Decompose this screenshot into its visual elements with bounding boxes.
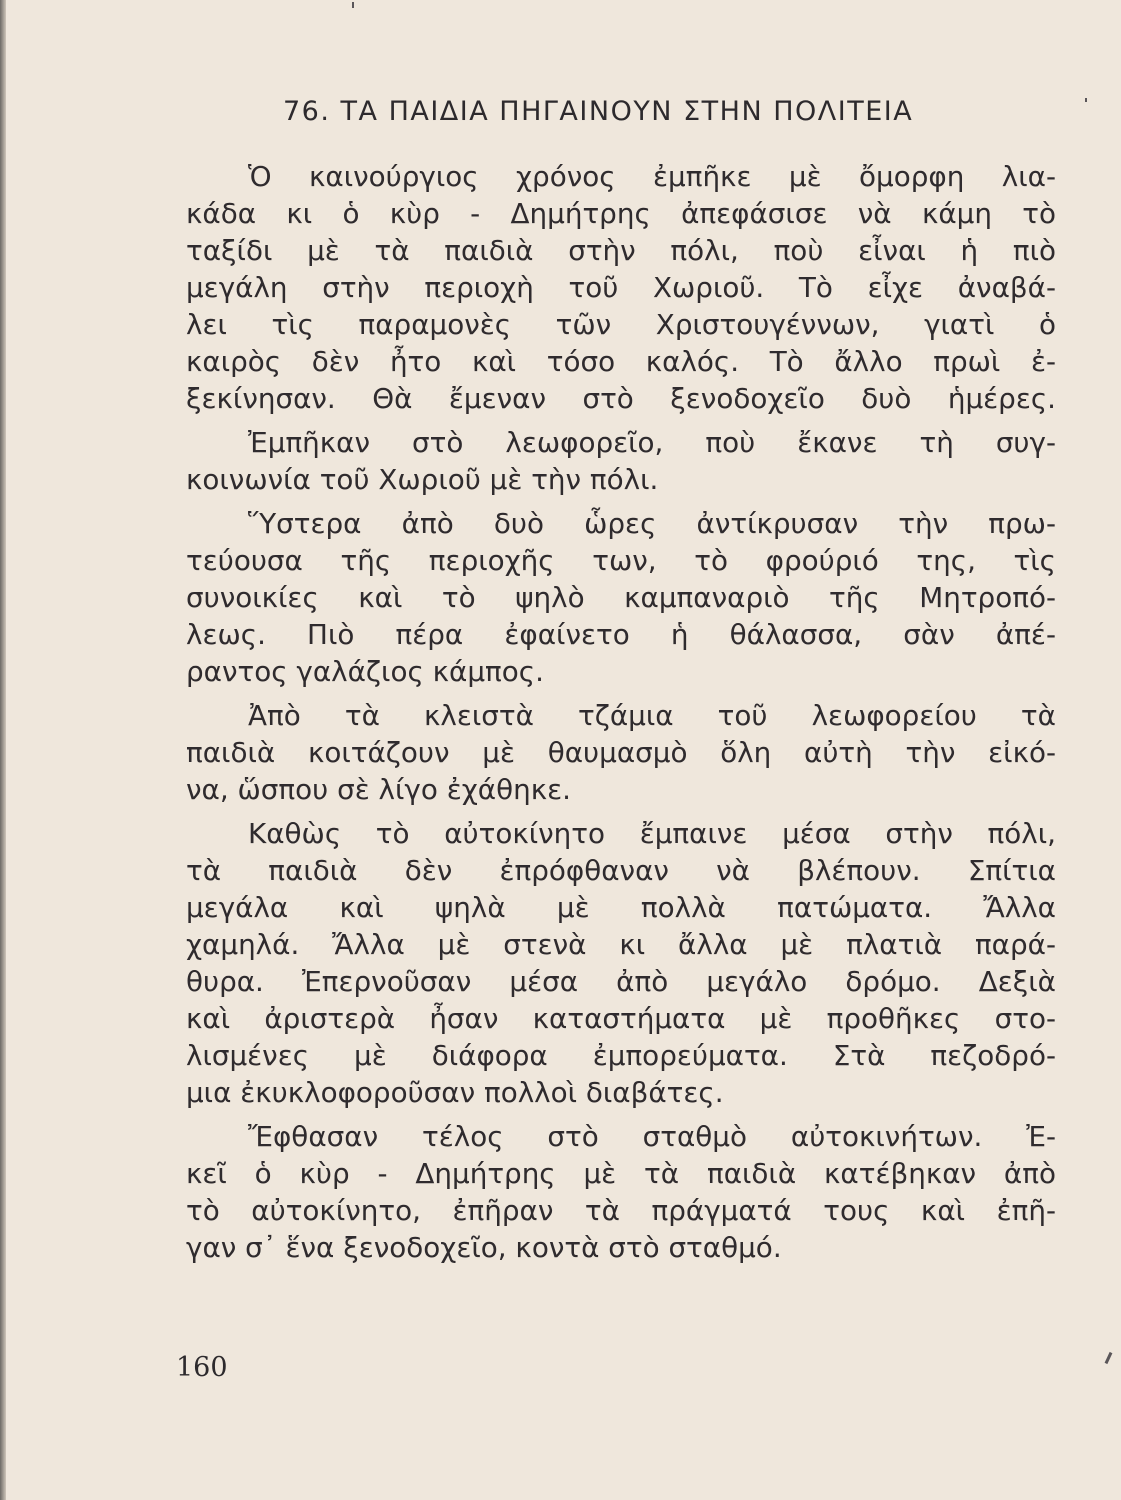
text-line: ταξίδι μὲ τὰ παιδιὰ στὴν πόλι, ποὺ εἶναι ἡ πιὸ: [186, 234, 1056, 267]
text-line: καὶ ἀριστερὰ ἦσαν καταστήματα μὲ προθῆκες στο-: [186, 1002, 1056, 1035]
text-line: Ὁ καινούργιος χρόνος ἐμπῆκε μὲ ὄμορφη λια-: [248, 160, 1056, 193]
paragraph-5: [186, 815, 1056, 1111]
text-line: ξεκίνησαν. Θὰ ἔμεναν στὸ ξενοδοχεῖο δυὸ ἡμέρες.: [186, 382, 1056, 415]
text-line: ραντος γαλάζιος κάμπος.: [186, 655, 544, 688]
paragraph-3: [186, 505, 1056, 690]
scan-speck: [1085, 98, 1087, 102]
text-line: τὰ παιδιὰ δὲν ἐπρόφθαναν νὰ βλέπουν. Σπίτια: [186, 854, 1056, 887]
text-line: λεως. Πιὸ πέρα ἐφαίνετο ἡ θάλασσα, σὰν ἀπέ-: [186, 618, 1056, 651]
text-line: κάδα κι ὁ κὺρ - Δημήτρης ἀπεφάσισε νὰ κάμη τὸ: [186, 197, 1056, 230]
text-line: χαμηλά. Ἄλλα μὲ στενὰ κι ἄλλα μὲ πλατιὰ παρά-: [186, 928, 1056, 961]
text-line: να, ὥσπου σὲ λίγο ἐχάθηκε.: [186, 773, 571, 806]
text-line: Ἔφθασαν τέλος στὸ σταθμὸ αὐτοκινήτων. Ἐ-: [248, 1120, 1056, 1153]
text-line: μεγάλα καὶ ψηλὰ μὲ πολλὰ πατώματα. Ἄλλα: [186, 891, 1056, 924]
text-line: λει τὶς παραμονὲς τῶν Χριστουγέννων, γιατὶ ὁ: [186, 308, 1056, 341]
text-line: Ἐμπῆκαν στὸ λεωφορεῖο, ποὺ ἔκανε τὴ συγ-: [248, 426, 1056, 459]
scan-speck: [1105, 1352, 1113, 1364]
text-line: Ἀπὸ τὰ κλειστὰ τζάμια τοῦ λεωφορείου τὰ: [248, 699, 1056, 732]
paragraph-2: [186, 424, 1056, 498]
text-line: κοινωνία τοῦ Χωριοῦ μὲ τὴν πόλι.: [186, 463, 659, 496]
scan-speck: [352, 2, 354, 8]
page-edge-shadow: [0, 0, 6, 1500]
paragraph-6: [186, 1118, 1056, 1266]
text-line: παιδιὰ κοιτάζουν μὲ θαυμασμὸ ὅλη αὐτὴ τὴν εἰκό-: [186, 736, 1056, 769]
text-line: μεγάλη στὴν περιοχὴ τοῦ Χωριοῦ. Τὸ εἶχε ἀναβά-: [186, 271, 1056, 304]
text-line: θυρα. Ἐπερνοῦσαν μέσα ἀπὸ μεγάλο δρόμο. Δεξιὰ: [186, 965, 1056, 998]
chapter-title: 76. ΤΑ ΠΑΙΔΙΑ ΠΗΓΑΙΝΟΥΝ ΣΤΗΝ ΠΟΛΙΤΕΙΑ: [283, 96, 914, 127]
text-line: τεύουσα τῆς περιοχῆς των, τὸ φρούριό της, τὶς: [186, 544, 1056, 577]
paragraph-1: [186, 158, 1056, 417]
page-number: 160: [176, 1352, 228, 1383]
chapter-body: [186, 158, 1056, 1266]
text-line: γαν σ᾿ ἕνα ξενοδοχεῖο, κοντὰ στὸ σταθμό.: [186, 1231, 782, 1264]
text-line: συνοικίες καὶ τὸ ψηλὸ καμπαναριὸ τῆς Μητροπό-: [186, 581, 1056, 614]
text-line: κεῖ ὁ κὺρ - Δημήτρης μὲ τὰ παιδιὰ κατέβηκαν ἀπὸ: [186, 1157, 1056, 1190]
text-line: τὸ αὐτοκίνητο, ἐπῆραν τὰ πράγματά τους καὶ ἐπῆ-: [186, 1194, 1056, 1227]
text-line: λισμένες μὲ διάφορα ἐμπορεύματα. Στὰ πεζοδρό-: [186, 1039, 1056, 1072]
paragraph-4: [186, 697, 1056, 808]
text-line: Ὕστερα ἀπὸ δυὸ ὧρες ἀντίκρυσαν τὴν πρω-: [248, 507, 1056, 540]
text-line: μια ἐκυκλοφοροῦσαν πολλοὶ διαβάτες.: [186, 1076, 724, 1109]
text-line: καιρὸς δὲν ἦτο καὶ τόσο καλός. Τὸ ἄλλο πρωὶ ἐ-: [186, 345, 1056, 378]
text-line: Καθὼς τὸ αὐτοκίνητο ἔμπαινε μέσα στὴν πόλι,: [248, 817, 1056, 850]
